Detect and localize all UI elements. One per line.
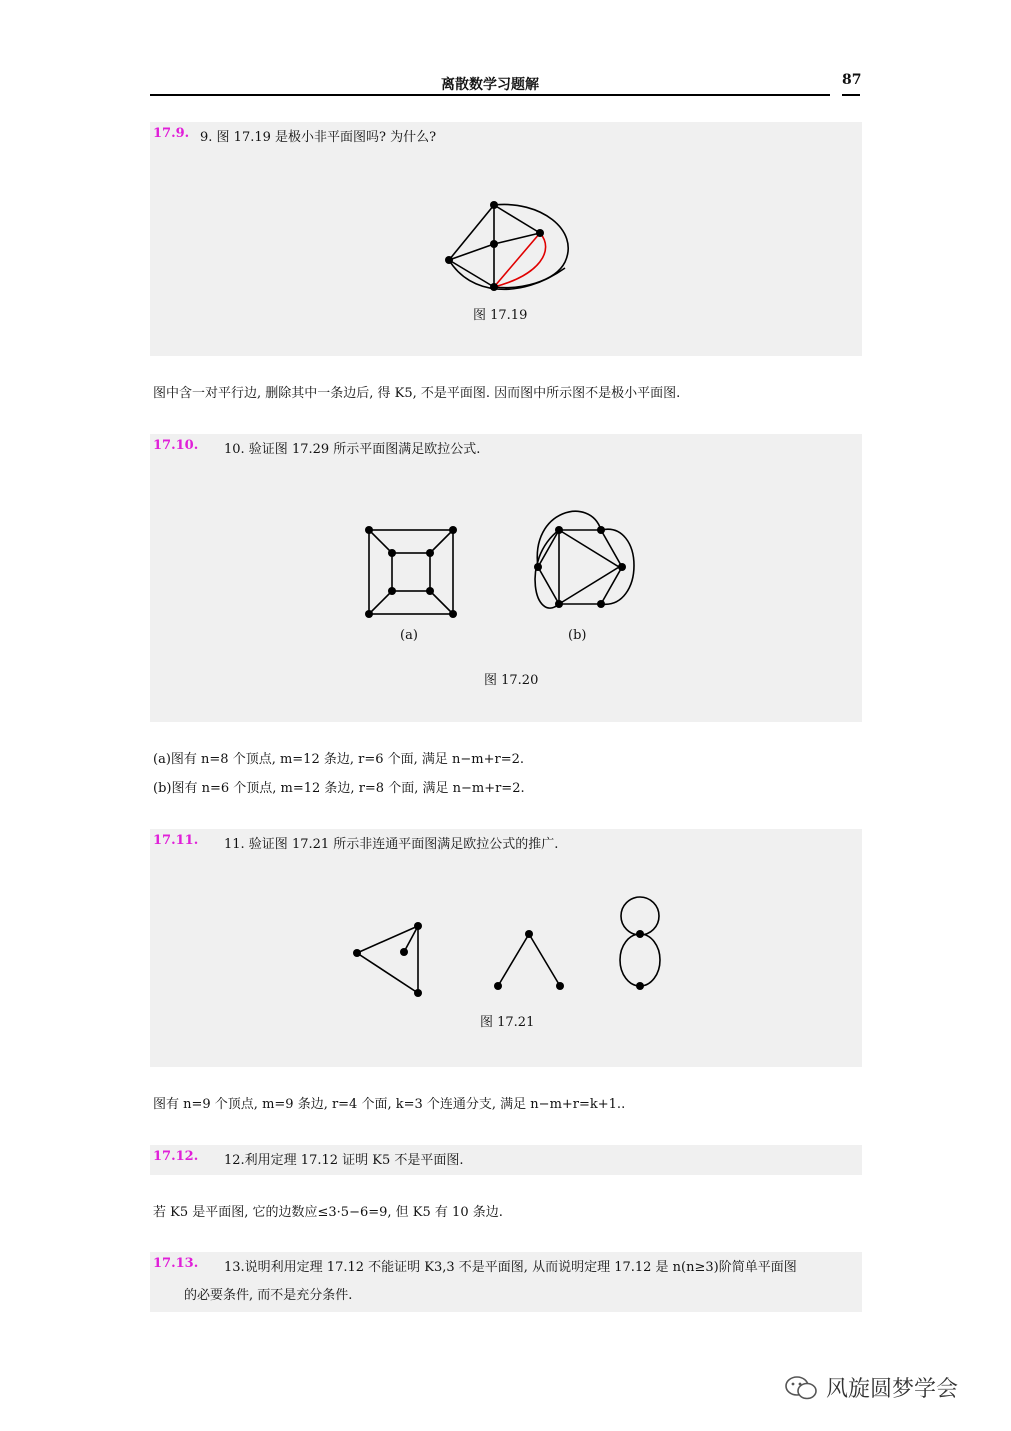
figure-caption: 图 17.19 xyxy=(473,308,528,323)
question-number: 17.11. xyxy=(153,833,199,848)
answer-17-10-b: (b)图有 n=6 个顶点, m=12 条边, r=8 个面, 满足 n−m+r=2. xyxy=(153,781,525,796)
figure-caption: 图 17.20 xyxy=(484,673,539,688)
question-box-17-12 xyxy=(150,1145,862,1175)
question-text-line2: 的必要条件, 而不是充分条件. xyxy=(184,1288,353,1303)
answer-17-12: 若 K5 是平面图, 它的边数应≤3·5−6=9, 但 K5 有 10 条边. xyxy=(153,1205,503,1220)
question-text: 11. 验证图 17.21 所示非连通平面图满足欧拉公式的推广. xyxy=(224,837,559,852)
wechat-icon xyxy=(784,1374,820,1402)
answer-17-11: 图有 n=9 个顶点, m=9 条边, r=4 个面, k=3 个连通分支, 满足 n−m+r=k+1.. xyxy=(153,1097,626,1112)
question-text: 12.利用定理 17.12 证明 K5 不是平面图. xyxy=(224,1153,464,1168)
page-number: 87 xyxy=(842,72,862,88)
question-number: 17.9. xyxy=(153,126,190,141)
question-text-line1: 13.说明利用定理 17.12 不能证明 K3,3 不是平面图, 从而说明定理 17.12 是 n(n≥3)阶简单平面图 xyxy=(224,1260,797,1275)
answer-17-10-a: (a)图有 n=8 个顶点, m=12 条边, r=6 个面, 满足 n−m+r=2. xyxy=(153,752,525,767)
header-title: 离散数学习题解 xyxy=(441,77,539,93)
question-box-17-13 xyxy=(150,1252,862,1312)
question-number: 17.10. xyxy=(153,438,199,453)
watermark-text: 风旋圆梦学会 xyxy=(826,1377,959,1402)
question-number: 17.12. xyxy=(153,1149,199,1164)
figure-caption: 图 17.21 xyxy=(480,1015,535,1030)
label-a: (a) xyxy=(400,628,418,643)
label-b: (b) xyxy=(568,628,587,643)
question-text: 9. 图 17.19 是极小非平面图吗? 为什么? xyxy=(200,130,437,145)
answer-17-9: 图中含一对平行边, 删除其中一条边后, 得 K5, 不是平面图. 因而图中所示图不是极小平面图. xyxy=(153,386,681,401)
question-text: 10. 验证图 17.29 所示平面图满足欧拉公式. xyxy=(224,442,481,457)
question-number: 17.13. xyxy=(153,1256,199,1271)
